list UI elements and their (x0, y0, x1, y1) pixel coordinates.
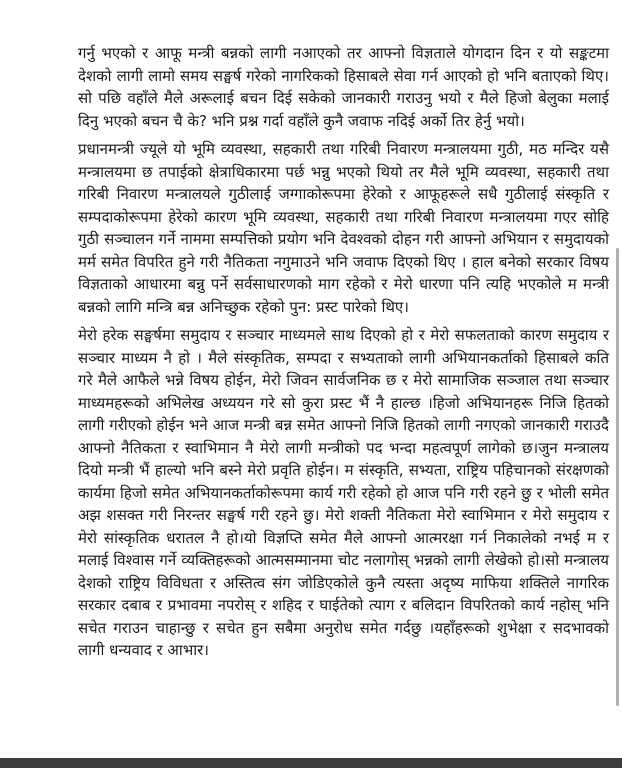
document-text (78, 42, 609, 668)
scrollbar-thumb[interactable] (616, 248, 619, 706)
paragraph: गर्नु भएको र आफू मन्त्री बन्नको लागी नआएको तर आफ्नो विज्ञताले योगदान दिन र यो सङ्कटमा देशको लागी लामो समय सङ्घर्ष गरेको नागरिकको हिसाबले सेवा गर्न आएको हो भनि बताएको थिए।सो पछि वहाँले मैले अरूलाई बचन दिई सकेको जानकारी गराउनु भयो र मैले हिजो बेलुका मलाई दिनु भएको बचन चै के? भनि प्रश्न गर्दा वहाँले कुनै जवाफ नदिई अर्को तिर हेर्नु भयो। (78, 44, 609, 130)
bottom-dark-bar (0, 758, 622, 768)
paragraph: प्रधानमन्त्री ज्यूले यो भूमि व्यवस्था, सहकारी तथा गरिबी निवारण मन्त्रालयमा गुठी, मठ मन्दिर यसै मन्त्रालयमा छ तपाईको क्षेत्राधिकारमा पर्छ भन्नु भएको थियो तर मैले भूमि व्यवस्था, सहकारी तथा गरिबी निवारण मन्त्रालयले गुठीलाई जग्गाकोरूपमा हेरेको र आफूहरूले सधै गुठीलाई संस्कृति र सम्पदाकोरूपमा हेरेको कारण भूमि व्यवस्था, सहकारी तथा गरिबी निवारण मन्त्रालयमा गएर सोहि गुठी सञ्चालन गर्ने नाममा सम्पत्तिको प्रयोग भनि देवश्वको दोहन गरी आफ्नो अभियान र समुदायको मर्म समेत विपरित हुने गरी नैतिकता नगुमाउने भनि जवाफ दिएको थिए । हाल बनेको सरकार विषय विज्ञताको आधारमा बन्नु पर्ने सर्वसाधारणको माग रहेको र मेरो धारणा पनि त्यहि भएकोले म मन्त्री बन्नको लागि मन्त्रि बन्न अनिच्छुक रहेको पुन: प्रस्ट पारेको थिए। (78, 140, 609, 316)
paragraph: मेरो हरेक सङ्घर्षमा समुदाय र सञ्चार माध्यमले साथ दिएको हो र मेरो सफलताको कारण समुदाय र सञ्चार माध्यम नै हो । मैले संस्कृतिक, सम्पदा र सभ्यताको लागी अभियानकर्ताको हिसाबले कति गरे मैले आफैले भन्ने विषय होईन, मेरो जिवन सार्वजनिक छ र मेरो सामाजिक सञ्जाल तथा सञ्चार माध्यमहरूको अभिलेख अध्ययन गरे सो कुरा प्रस्ट भैं नै हाल्छ ।हिजो अभियानहरू निजि हितको लागी गरीएको होईन भने आज मन्त्री बन्न समेत आफ्नो निजि हितको लागी नगएको जानकारी गराउदै आफ्नो नैतिकता र स्वाभिमान नै मेरो लागी मन्त्रीको पद भन्दा महत्वपूर्ण लागेको छ।जुन मन्त्रालय दियो मन्त्री भैं हाल्यो भनि बस्ने मेरो प्रवृति होईन। म संस्कृति, सभ्यता, राष्ट्रिय पहिचानको संरक्षणको कार्यमा हिजो समेत अभियानकर्ताकोरूपमा कार्य गरी रहेको हो आज पनि गरी रहने छु र भोली समेत अझ शसक्त गरी निरन्तर सङ्घर्ष गरी रहने छु। मेरो शक्ती नैतिकता मेरो स्वाभिमान र मेरो समुदाय र मेरो सांस्कृतिक धरातल नै हो।यो विज्ञप्ति समेत मैले आफ्नो आत्मरक्षा गर्न निकालेको नभई म र मलाई विश्वास गर्ने व्यक्तिहरूको आत्मसम्मानमा चोट नलागोस् भन्नको लागी लेखेको हो।सो मन्त्रालय देशको राष्ट्रिय विविधता र अस्तित्व संग जोडिएकोले कुनै त्यस्ता अदृष्य माफिया शक्तिले नागरिक सरकार दबाब र प्रभावमा नपरोस् र शहिद र घाईतेको त्याग र बलिदान विपरितको कार्य नहोस् भनि सचेत गराउन चाहान्छु र सचेत हुन सबैमा अनुरोध समेत गर्दछु ।यहाँहरूको शुभेक्षा र सदभावको लागी धन्यवाद र आभार। (78, 326, 609, 659)
